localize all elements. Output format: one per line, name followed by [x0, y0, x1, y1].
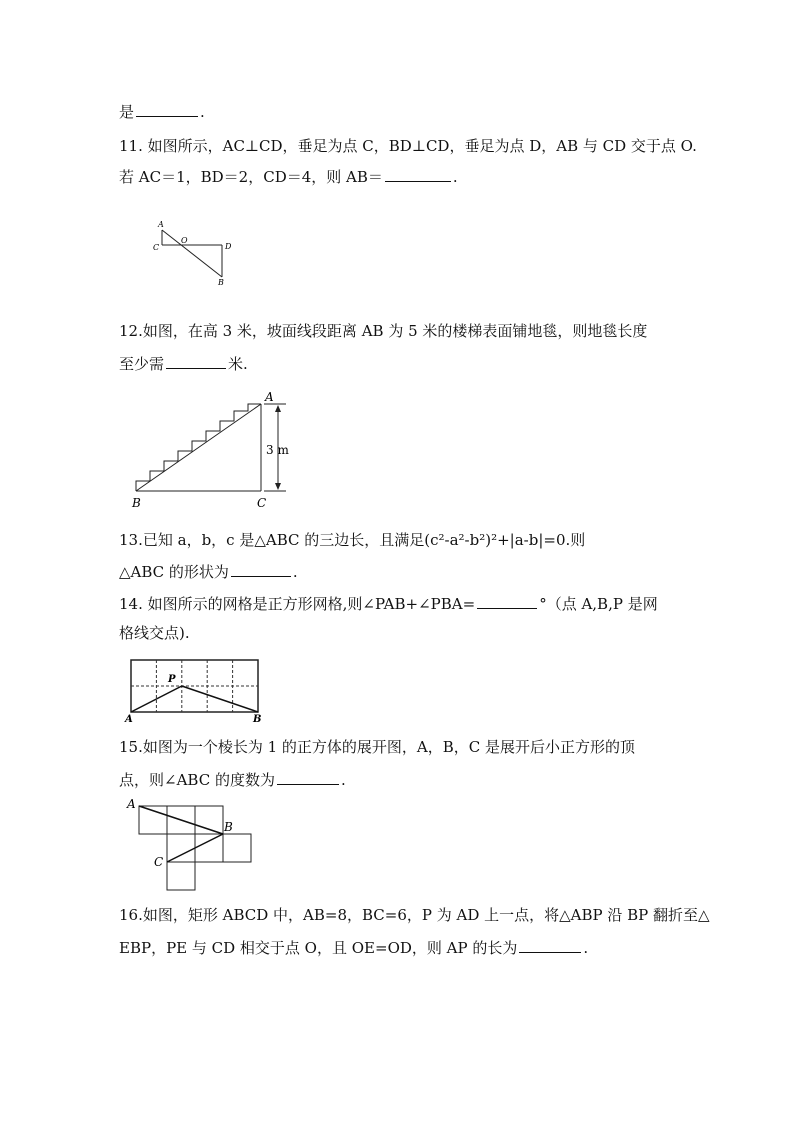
q15-line2	[119, 769, 346, 790]
q11-segment-ab	[162, 230, 222, 277]
q15-label-c: C	[154, 855, 164, 869]
q11-label-b: B	[218, 278, 224, 287]
q15-line1: 15.如图为一个棱长为 1 的正方体的展开图，A，B，C 是展开后小正方形的顶	[119, 738, 636, 756]
q12-line1: 12.如图，在高 3 米，坡面线段距离 AB 为 5 米的楼梯表面铺地毯，则地毯长度	[119, 322, 648, 340]
q12-figure	[128, 386, 298, 512]
q14-text: 14. 如图所示的网格是正方形网格,则∠PAB+∠PBA=	[119, 595, 476, 613]
q14-figure	[122, 655, 267, 725]
q16-line1: 16.如图，矩形 ABCD 中，AB=8，BC=6，P 为 AD 上一点，将△ABP 沿 BP 翻折至△	[119, 906, 710, 924]
q14-text-post: °（点 A,B,P 是网	[539, 595, 658, 613]
q10-end: .	[200, 103, 205, 121]
q12-line2	[119, 353, 248, 374]
q11-line2	[119, 166, 458, 187]
q14-line1	[119, 593, 658, 614]
q11-label-a: A	[158, 220, 164, 229]
q14-segment-pb	[182, 686, 258, 712]
q14-segment-ap	[131, 686, 182, 712]
q11-blank[interactable]	[385, 166, 451, 182]
q15-label-a: A	[127, 797, 136, 811]
q15-blank[interactable]	[277, 769, 339, 785]
q12-blank[interactable]	[166, 353, 226, 369]
q14-label-b: B	[253, 714, 262, 725]
q11-label-o: O	[181, 236, 188, 245]
q13-text: △ABC 的形状为	[119, 563, 229, 581]
q13-blank[interactable]	[231, 561, 291, 577]
q14-line2: 格线交点).	[119, 624, 190, 642]
q12-arrow-down-icon	[275, 483, 281, 490]
q16-blank[interactable]	[519, 937, 581, 953]
q16-line2	[119, 937, 588, 958]
q10-blank[interactable]	[136, 101, 198, 117]
q11-figure	[148, 216, 238, 288]
q15-figure	[122, 795, 257, 893]
q11-label-d: D	[225, 242, 232, 251]
q12-arrow-up-icon	[275, 405, 281, 412]
q12-label-b: B	[132, 496, 141, 510]
q14-grid-lines	[131, 660, 258, 712]
q14-blank[interactable]	[477, 593, 537, 609]
q16-text: EBP，PE 与 CD 相交于点 O，且 OE=OD，则 AP 的长为	[119, 939, 518, 957]
q13-line1: 13.已知 a，b，c 是△ABC 的三边长，且满足(c²-a²-b²)²+|a-b|=0.则	[119, 531, 586, 549]
q15-segment-ab	[139, 806, 223, 834]
q12-end: 米.	[228, 355, 248, 373]
q10-line	[119, 101, 205, 122]
q15-label-b: B	[224, 820, 233, 834]
q10-text: 是	[119, 103, 135, 121]
q11-end: .	[452, 168, 458, 186]
q12-label-height: 3 m	[266, 443, 289, 457]
q13-line2	[119, 561, 298, 582]
q12-text: 至少需	[119, 355, 165, 373]
q12-slope-ab	[136, 404, 261, 491]
q12-label-c: C	[257, 496, 267, 510]
q12-label-a: A	[265, 390, 274, 404]
q13-end: .	[292, 563, 298, 581]
q15-text: 点，则∠ABC 的度数为	[119, 771, 275, 789]
q15-end: .	[340, 771, 346, 789]
q14-label-a: A	[125, 714, 133, 725]
q16-end: .	[583, 939, 589, 957]
q11-label-c: C	[153, 243, 160, 252]
q11-line1: 11. 如图所示，AC⊥CD，垂足为点 C，BD⊥CD，垂足为点 D，AB 与 CD 交于点 O.	[119, 137, 697, 155]
q11-text: 若 AC＝1，BD＝2，CD＝4，则 AB＝	[119, 168, 383, 186]
q14-label-p: P	[168, 674, 176, 685]
